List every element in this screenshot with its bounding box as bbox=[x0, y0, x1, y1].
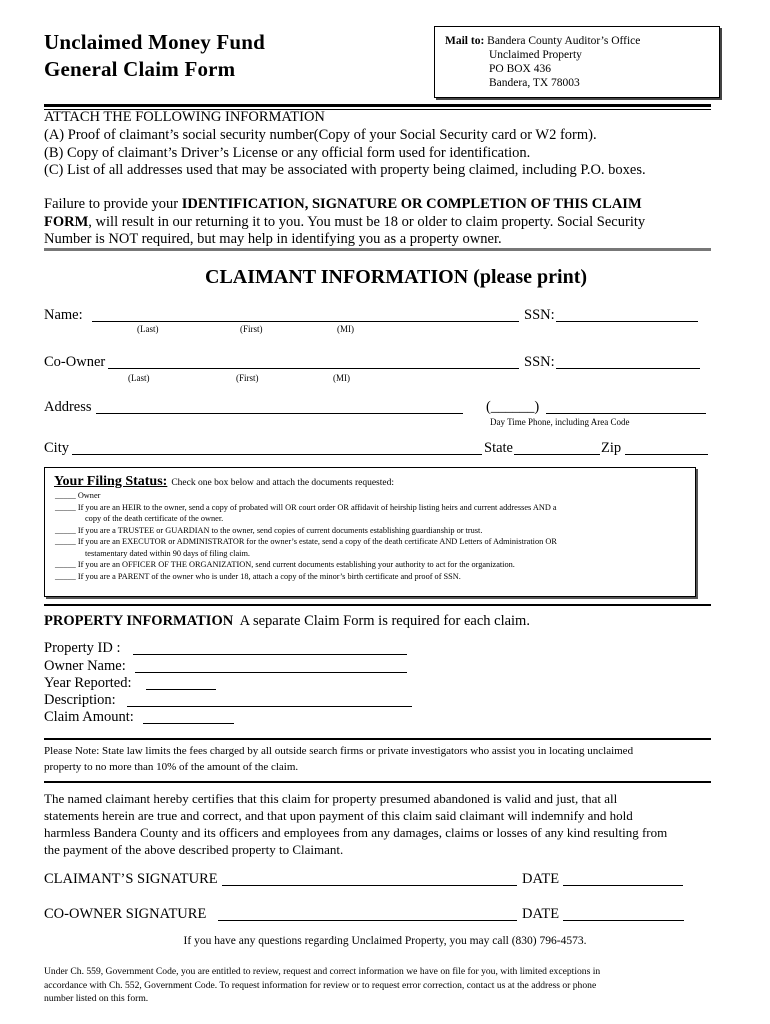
zip-label: Zip bbox=[601, 440, 622, 456]
section-rule bbox=[44, 248, 711, 251]
filing-status-instruction: Check one box below and attach the documents requested: bbox=[171, 478, 394, 488]
claim-amount-label: Claim Amount: bbox=[44, 709, 134, 725]
zip-field[interactable] bbox=[625, 440, 708, 455]
phone-caption: Day Time Phone, including Area Code bbox=[490, 417, 630, 427]
ssn-field[interactable] bbox=[556, 307, 698, 322]
claimant-date-field[interactable] bbox=[563, 871, 683, 886]
description-field[interactable] bbox=[127, 692, 412, 707]
failure-line1: Failure to provide your IDENTIFICATION, SIGNATURE OR COMPLETION OF THIS CLAIM bbox=[44, 196, 642, 212]
filing-option-executor-cont: testamentary dated within 90 days of filing claim. bbox=[85, 549, 250, 558]
phone-area-code: (______) bbox=[486, 399, 540, 415]
property-id-label: Property ID : bbox=[44, 640, 121, 656]
claimant-signature-field[interactable] bbox=[222, 871, 517, 886]
header-rule bbox=[44, 104, 711, 107]
owner-name-field[interactable] bbox=[135, 658, 407, 673]
name-mi-caption: (MI) bbox=[337, 324, 354, 334]
filing-option-executor[interactable]: _____ If you are an EXECUTOR or ADMINISTRATOR for the owner’s estate, send a copy of the death certificate AND Letters of Administration OR bbox=[55, 537, 557, 546]
state-label: State bbox=[484, 440, 513, 456]
claimant-date-label: DATE bbox=[522, 871, 560, 887]
coowner-label: Co-Owner bbox=[44, 354, 106, 370]
coowner-field[interactable] bbox=[108, 354, 519, 369]
questions-contact: If you have any questions regarding Unclaimed Property, you may call (830) 796-4573. bbox=[183, 935, 587, 947]
property-header bbox=[44, 613, 530, 630]
coowner-signature-label: CO-OWNER SIGNATURE bbox=[44, 906, 207, 922]
claim-amount-field[interactable] bbox=[143, 709, 234, 724]
address-label: Address bbox=[44, 399, 92, 415]
claimant-heading: CLAIMANT INFORMATION (please print) bbox=[205, 266, 588, 288]
ssn2-label: SSN: bbox=[524, 354, 555, 370]
name-label: Name: bbox=[44, 307, 83, 323]
failure-line2: FORM, will result in our returning it to you. You must be 18 or older to claim property. Social Security bbox=[44, 214, 646, 230]
filing-option-heir-cont: copy of the death certificate of the owner. bbox=[85, 514, 224, 523]
mail-address-line1: Bandera County Auditor’s Office bbox=[487, 35, 641, 47]
note-rule bbox=[44, 738, 711, 740]
attach-item-a: (A) Proof of claimant’s social security number(Copy of your Social Security card or W2 form). bbox=[44, 127, 597, 143]
property-heading: PROPERTY INFORMATION bbox=[44, 613, 234, 629]
coowner-date-field[interactable] bbox=[563, 906, 684, 921]
failure-line3: Number is NOT required, but may help in identifying you as a property owner. bbox=[44, 231, 502, 247]
coowner-mi-caption: (MI) bbox=[333, 373, 350, 383]
name-last-caption: (Last) bbox=[137, 324, 159, 334]
failure-emphasis: IDENTIFICATION, SIGNATURE OR COMPLETION OF THIS CLAIM bbox=[181, 196, 642, 212]
mail-address-line3: PO BOX 436 bbox=[489, 63, 551, 75]
name-field[interactable] bbox=[92, 307, 519, 322]
attach-heading: ATTACH THE FOLLOWING INFORMATION bbox=[44, 109, 325, 125]
city-label: City bbox=[44, 440, 69, 456]
note-rule-bottom bbox=[44, 781, 711, 783]
coowner-ssn-field[interactable] bbox=[556, 354, 700, 369]
property-id-field[interactable] bbox=[133, 640, 407, 655]
property-note: A separate Claim Form is required for each claim. bbox=[239, 613, 530, 629]
form-title-line1: Unclaimed Money Fund bbox=[44, 30, 266, 54]
attach-item-c: (C) List of all addresses used that may be associated with property being claimed, including P.O. boxes. bbox=[44, 162, 646, 178]
please-note-text: Please Note: State law limits the fees charged by all outside search firms or private investigators who assist you in locating unclaimed property to no more than 10% of the amount of the claim. bbox=[44, 745, 634, 773]
filing-status-heading: Your Filing Status: bbox=[54, 474, 168, 489]
phone-field[interactable] bbox=[546, 399, 706, 414]
state-field[interactable] bbox=[514, 440, 600, 455]
description-label: Description: bbox=[44, 692, 116, 708]
mail-address-line2: Unclaimed Property bbox=[489, 49, 582, 61]
filing-option-parent[interactable]: _____ If you are a PARENT of the owner who is under 18, attach a copy of the minor’s birth certificate and proof of SSN. bbox=[55, 572, 461, 581]
owner-name-label: Owner Name: bbox=[44, 658, 126, 674]
attach-item-b: (B) Copy of claimant’s Driver’s License or any official form used for identification. bbox=[44, 145, 531, 161]
filing-option-heir[interactable]: _____ If you are an HEIR to the owner, send a copy of probated will OR court order OR affidavit of heirship listing heirs and current addresses AND a bbox=[55, 503, 557, 512]
filing-status-header bbox=[54, 472, 394, 490]
coowner-last-caption: (Last) bbox=[128, 373, 150, 383]
filing-option-officer[interactable]: _____ If you are an OFFICER OF THE ORGANIZATION, send current documents establishing your authority to act for the organization. bbox=[55, 560, 515, 569]
coowner-signature-field[interactable] bbox=[218, 906, 517, 921]
city-field[interactable] bbox=[72, 440, 482, 455]
mail-address-line4: Bandera, TX 78003 bbox=[489, 77, 580, 89]
coowner-date-label: DATE bbox=[522, 906, 560, 922]
year-reported-field[interactable] bbox=[146, 675, 216, 690]
filing-option-trustee[interactable]: _____ If you are a TRUSTEE or GUARDIAN to the owner, send copies of current documents establishing guardianship or trust. bbox=[55, 526, 483, 535]
coowner-first-caption: (First) bbox=[236, 373, 259, 383]
address-field[interactable] bbox=[96, 399, 463, 414]
legal-notice: Under Ch. 559, Government Code, you are entitled to review, request and correct information we have on file for you, with limited exceptions in accordance with Ch. 552, Government Code. To request information for review or to request error correction, contact us at the address or phone number listed on this form. bbox=[44, 966, 601, 1004]
filing-option-owner[interactable]: _____ Owner bbox=[55, 491, 101, 500]
ssn-label: SSN: bbox=[524, 307, 555, 323]
form-title-line2: General Claim Form bbox=[44, 57, 236, 81]
claimant-signature-label: CLAIMANT’S SIGNATURE bbox=[44, 871, 218, 887]
mail-to-box bbox=[434, 26, 720, 98]
name-first-caption: (First) bbox=[240, 324, 263, 334]
certification-text: The named claimant hereby certifies that this claim for property presumed abandoned is valid and just, that all statements herein are true and correct, and that upon payment of this claim said claimant will indemnify and hold harmless Bandera County and its officers and employees from any damages, claims or losses of any kind resulting from the payment of the above described property to Claimant. bbox=[44, 791, 668, 857]
mail-to-label: Mail to: bbox=[445, 35, 485, 47]
year-reported-label: Year Reported: bbox=[44, 675, 132, 691]
property-rule bbox=[44, 604, 711, 606]
